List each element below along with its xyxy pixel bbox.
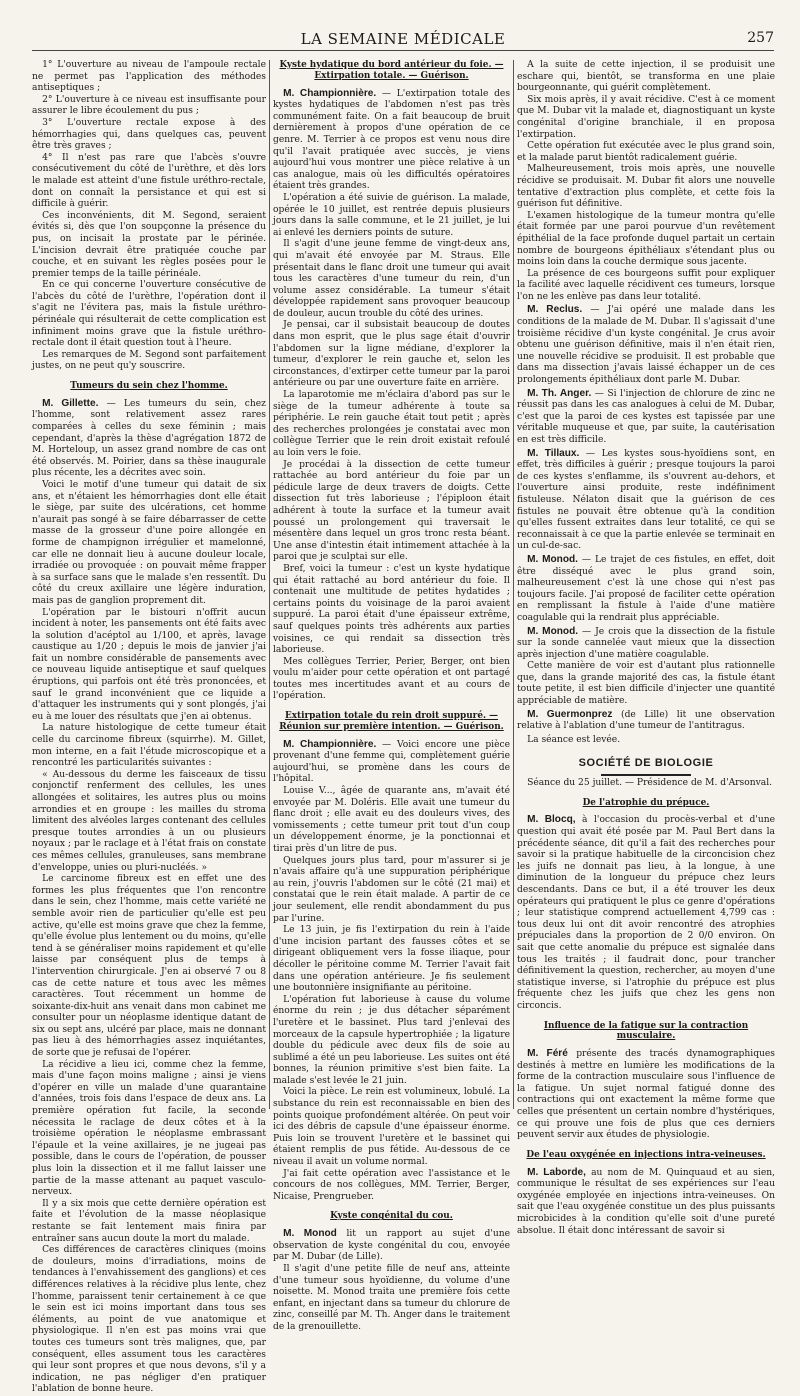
speaker-paragraph [517,304,775,386]
paragraph: Mes collègues Terrier, Perier, Berger, ont bien voulu m'aider pour cette opération et ont partagé toutes mes incertitudes avant et au cours de l'opération. [273,656,510,702]
paragraph-text: — Le trajet de ces fistules, en effet, doit être disséqué avec le plus grand soin, malheureusement c'est là une chose qui n'est pas toujours facile. J'ai proposé de faciliter cette opération en remplissant la fistule à l'aide d'une matière coagulable qui la rendrait plus appréciable. [517,554,775,623]
speaker-name: M. Th. Anger. [527,387,592,399]
paragraph: L'opération a été suivie de guérison. La malade, opérée le 10 juillet, est rentrée depuis plusieurs jours dans la salle commune, et le 21 juillet, je lui ai enlevé les derniers points de suture. [273,192,510,238]
column-3 [517,60,775,1236]
speaker-paragraph [517,814,775,1012]
paragraph: Le carcinome fibreux est en effet une des formes les plus fréquentes que l'on rencontre dans le sein, chez l'homme, mais cette variété ne semble avoir rien de particulier qu'elle est peu active, qu'elle est moins grave que chez la femme, qu'elle évolue plus lentement ou du moins, qu'elle tend à se généraliser moins rapidement et qu'elle laisse par conséquent plus de temps à l'intervention chirurgicale. J'en ai observé 7 ou 8 cas de cette nature et tous avec les mêmes caractères. Tout récemment un homme de soixante-dix-huit ans venait dans mon cabinet me consulter pour un néoplasme identique datant de six ou sept ans, ulcéré par place, mais ne donnant pas lieu à des hémorrhagies assez inquiétantes, de sorte que je refusai de l'opérer. [32,874,266,1059]
speaker-paragraph [273,739,510,786]
paragraph-text: — Je crois que la dissection de la fistule sur la sonde cannelée vaut mieux que la dissection après injection d'une matière coagulable. [517,626,775,660]
speaker-name: M. Monod [283,1228,337,1240]
speaker-paragraph [517,388,775,447]
section-title: De l'atrophie du prépuce. [582,797,710,808]
paragraph: A la suite de cette injection, il se produisit une eschare qui, bientôt, se transforma en une plaie bourgeonnante, qui guérit complètement. [517,60,775,94]
meeting-line: Séance du 25 juillet. — Présidence de M. d'Arsonval. [527,778,773,789]
speaker-paragraph [517,709,775,733]
paragraph: Louise V..., âgée de quarante ans, m'avait été envoyée par M. Doléris. Elle avait une tumeur du flanc droit ; elle avait eu des douleurs vives, des vomissements ; cette tumeur prit tout d'un coup un développement énorme, je la ponctionnai et tirai près d'un litre de pus. [273,786,510,854]
paragraph: Cette opération fut exécutée avec le plus grand soin, et la malade parut bientôt radicalement guérie. [517,141,775,163]
section-title: Extirpation totale du rein droit suppuré. — Réunion sur première intention. — Guérison. [279,711,504,732]
column-1 [32,60,266,1395]
section-title: Kyste congénital du cou. [330,1211,453,1222]
paragraph: Ces inconvénients, dit M. Segond, seraient évités si, dès que l'on soupçonne la présence du pus, on incisait la prostate par le périnée. L'incision devrait être pratiquée couche par couche, et en suivant les règles posées pour le premier temps de la taille périnéale. [32,210,266,279]
paragraph: La nature histologique de cette tumeur était celle du carcinome fibreux (squirrhe). M. Gillet, mon interne, en a fait l'étude microscopique et a rencontré les particularités suivantes : [32,723,266,769]
speaker-name: M. Championnière. [283,87,377,99]
paragraph: Il y a six mois que cette dernière opération est faite et l'évolution de la masse néoplasique restante se fait lentement mais finira par entraîner sans aucun doute la mort du malade. [32,1198,266,1244]
section-heading [517,1021,775,1043]
section-heading [273,1211,510,1222]
paragraph: L'opération par le bistouri n'offrit aucun incident à noter, les pansements ont été faits avec la solution d'acéptol au 1/100, et après, lavage caustique au 1/20 ; depuis le mois de janvier j'ai fait un nombre considérable de pansements avec ce nouveau liquide antiseptique et sauf quelques éruptions, qui parfois ont été très prononcées, et sauf le grand inconvénient que ce liquide a d'attaquer les instruments qui y sont plongés, j'ai eu à me louer des résultats que j'en ai obtenus. [32,607,266,722]
paragraph: Malheureusement, trois mois après, une nouvelle récidive se produisait. M. Dubar fit alors une nouvelle tentative d'extraction plus complète, et cette fois la guérison fut définitive. [517,164,775,210]
journal-title: LA SEMAINE MÉDICALE [300,30,506,48]
paragraph-text: au nom de M. Quinquaud et au sien, communique le résultat de ses expériences sur l'eau oxygénée employée en injections intra-veineuses. On sait que l'eau oxygénée constitue un des plus puissants microbicides à la condition qu'elle soit d'une pureté absolue. Il était donc intéressant de savoir si [517,1167,775,1236]
section-heading [32,381,266,392]
section-title: Influence de la fatigue sur la contraction musculaire. [543,1020,749,1042]
column-rule [513,60,514,1109]
speaker-name: M. Tillaux. [527,447,580,459]
speaker-paragraph [517,626,775,662]
paragraph-text: — L'extirpation totale des kystes hydatiques de l'abdomen n'est pas très communément faite. On a fait beaucoup de bruit dernièrement à propos d'une opération de ce genre. M. Terrier à ce propos est venu nous dire qu'il l'avait pratiquée avec succès, je viens aujourd'hui vous montrer une pièce relative à un cas analogue, mais où les difficultés opératoires étaient très grandes. [273,88,510,192]
speaker-name: M. Gillette. [42,397,99,409]
section-heading [517,798,775,809]
speaker-name: M. Monod. [527,625,579,637]
paragraph: Je procédai à la dissection de cette tumeur rattachée au bord antérieur du foie par un pédicule large de deux travers de doigts. Cette dissection fut très laborieuse ; l'épiploon était adhérent à toute la surface et la tumeur avait poussé un prolongement qui traversait le mésentère dans lequel un gros tronc resta béant. Une anse d'intestin était intimement attachée à la paroi que je sculptai sur elle. [273,459,510,563]
paragraph-text: — Les kystes sous-hyoïdiens sont, en effet, très difficiles à guérir ; presque toujours la paroi de ces kystes s'enflamme, ils s'ouvrent au-dehors, et l'ouverture ainsi produite, reste indéfiniment fistuleuse. Nélaton disait que la guérison de ces fistules ne pouvait être obtenue qu'à la condition qu'elles fussent extraites dans leur totalité, ce qui se reconnaissait à ce que la partie enlevée se terminait en un cul-de-sac. [517,448,775,552]
speaker-name: M. Monod. [527,553,578,565]
paragraph: Les remarques de M. Segond sont parfaitement justes, on ne peut qu'y souscrire. [32,349,266,372]
paragraph: « Au-dessous du derme les faisceaux de tissu conjonctif renferment des cellules, les unes allongées et solitaires, les autres plus ou moins arrondies et en groupe : les mailles du stroma limitent des alvéoles larges contenant des cellules presque toutes arrondies à un ou plusieurs noyaux ; par le raclage et à l'état frais on constate ces mêmes cellules, granuleuses, sans membrane d'enveloppe, unies ou pluri-nucléés. » [32,769,266,873]
paragraph-text: lit un rapport au sujet d'une observation de kyste congénital du cou, envoyée par M. Dubar (de Lille). [273,1229,510,1263]
paragraph: Ces différences de caractères cliniques (moins de douleurs, moins d'irradiations, moins de tendances à l'envahissement des ganglions) et ces différences relatives à la récidive plus lente, chez l'homme, paraissent tenir certainement à ce que le sein est ici moins important dans tous ses éléments, au point de vue anatomique et physiologique. Il n'en est pas moins vrai que toutes ces tumeurs sont très malignes, que, par conséquent, elles assument tous les caractères qui leur sont propres et que nous devons, s'il y a indication, ne pas négliger d'en pratiquer l'ablation de bonne heure. [32,1245,266,1395]
section-heading [273,60,510,82]
speaker-name: M. Guermonprez [527,708,613,720]
page-number: 257 [747,30,774,46]
paragraph: Voici le motif d'une tumeur qui datait de six ans, et n'étaient les hémorrhagies dont elle était le siège, par suite des ulcérations, cet homme n'aurait pas songé à se faire débarrasser de cette masse de la grosseur d'une poire allongée en forme de champignon irrégulier et mamelonné, car elle ne donnait lieu à aucune douleur locale, irradiée ou provoquée : on pouvait même frapper à sa surface sans que le malade s'en ressentît. Du côté du creux axillaire une légère induration, mais pas de ganglion proprement dit. [32,479,266,606]
paragraph: Il s'agit d'une jeune femme de vingt-deux ans, qui m'avait été envoyée par M. Straus. Elle présentait dans le flanc droit une tumeur qui avait tous les caractères d'une tumeur du rein, d'un volume assez considérable. La tumeur s'était développée rapidement sans provoquer beaucoup de douleur, aucun trouble du côté des urines. [273,239,510,319]
paragraph-text: — Les tumeurs du sein, chez l'homme, sont relativement assez rares comparées à celles du sexe féminin ; mais cependant, d'après la thèse d'agrégation 1872 de M. Horteloup, un assez grand nombre de cas ont été observés. M. Poirier, dans sa thèse inaugurale plus récente, les a décrites avec soin. [32,398,266,479]
paragraph: 2° L'ouverture à ce niveau est insuffisante pour assurer le libre écoulement du pus ; [32,94,266,117]
paragraph: 3° L'ouverture rectale expose à des hémorrhagies qui, dans quelques cas, peuvent être très graves ; [32,117,266,152]
speaker-paragraph [517,1167,775,1238]
paragraph-text: présente des tracés dynamographiques destinés à mettre en lumière les modifications de la forme de la contraction musculaire sous l'influence de la fatigue. Un sujet normal fatigué donne des contractions qui ont exactement la même forme que celles que présentent un certain nombre d'hystériques, ce qui prouve une fois de plus que ces derniers peuvent servir aux études de physiologie. [517,1049,775,1141]
paragraph-text: — Si l'injection de chlorure de zinc ne réussit pas dans les cas analogues à celui de M. Dubar, c'est que la paroi de ces kystes est tapissée par une véritable muqueuse et que, par suite, la cautérisation en est très difficile. [517,388,775,445]
paragraph-text: — Voici encore une pièce provenant d'une femme qui, complètement guérie aujourd'hui, se promène dans les cours de l'hôpital. [273,739,510,785]
section-heading [517,1150,775,1161]
paragraph-text: à l'occasion du procès-verbal et d'une question qui avait été posée par M. Paul Bert dans la précédente séance, dit qu'il a fait des recherches pour savoir si la pratique habituelle de la circoncision chez les juifs ne donnait pas lieu, à la longue, à une diminution de la longueur du prépuce chez leurs descendants. Dans ce but, il a été trouver les deux opérateurs qui pratiquent le plus ce genre d'opérations ; leur statistique comprend actuellement 4,799 cas : tous deux lui ont dit avoir rencontré des atrophies prépuciales dans la proportion de 2 0/0 environ. On sait que cette anomalie du prépuce est signalée dans tous les traités ; il faudrait donc, pour trancher définitivement la question, rechercher, au moyen d'une statistique inverse, si l'atrophie du prépuce est plus fréquente chez les juifs que chez les gens non circoncis. [517,815,775,1011]
speaker-paragraph [32,398,266,480]
paragraph: L'examen histologique de la tumeur montra qu'elle était formée par une paroi pourvue d'un revêtement épithélial de la face profonde duquel partait un certain nombre de bourgeons épithéliaux s'étendant plus ou moins loin dans la couche dermique sous jacente. [517,210,775,268]
section-title: Kyste hydatique du bord antérieur du foie. — Extirpation totale. — Guérison. [279,60,504,81]
speaker-name: M. Laborde, [527,1166,586,1178]
paragraph: Cette manière de voir est d'autant plus rationnelle que, dans la grande majorité des cas, la fistule étant toute petite, il est bien difficile d'injecter une quantité appréciable de matière. [517,661,775,707]
paragraph-text: — J'ai opéré une malade dans les conditions de la malade de M. Dubar. Il s'agissait d'une troisième récidive d'un kyste congénital. Je crus avoir obtenu une guérison définitive, mais il n'en était rien, une nouvelle récidive se produisit. Il est probable que dans ma dissection j'avais laissé échapper un de ces prolongements épithéliaux dont parle M. Dubar. [517,305,775,386]
paragraph: En ce qui concerne l'ouverture consécutive de l'abcès du côté de l'urèthre, l'opération dont il s'agit ne l'évitera pas, mais la fistule uréthro-périnéale qui résulterait de cette complication est infiniment moins grave que la fistule uréthro-rectale dont il était question tout à l'heure. [32,280,266,349]
section-title: Tumeurs du sein chez l'homme. [70,381,228,392]
society-heading: SOCIÉTÉ DE BIOLOGIE [578,757,714,770]
paragraph: Il s'agit d'une petite fille de neuf ans, atteinte d'une tumeur sous hyoïdienne, du volume d'une noisette. M. Monod traita une première fois cette enfant, en injectant dans sa tumeur du chlorure de zinc, conseillé par M. Th. Anger dans le traitement de la grenouillette. [273,1263,510,1332]
running-head [32,28,774,51]
paragraph: Six mois après, il y avait récidive. C'est à ce moment que M. Dubar vit la malade et, diagnostiquant un kyste congénital d'origine branchiale, il en proposa l'extirpation. [517,94,775,140]
divider [601,774,691,776]
column-rule [269,60,270,1109]
speaker-paragraph [517,448,775,553]
speaker-name: M. Championnière. [283,738,377,750]
speaker-paragraph [273,88,510,193]
column-2 [273,60,510,1332]
paragraph: Bref, voici la tumeur : c'est un kyste hydatique qui était rattaché au bord antérieur du foie. Il contenait une multitude de petites hydatides ; certains points du voisinage de la paroi avaient suppuré. La paroi était d'une épaisseur extrême, sauf quelques points très adhérents aux parties voisines, ce qui rendait sa dissection très laborieuse. [273,563,510,656]
speaker-paragraph [517,554,775,625]
paragraph: Quelques jours plus tard, pour m'assurer si je n'avais affaire qu'à une suppuration périphérique au rein, j'ouvris l'abdomen sur le côté (21 mai) et constatai que le rein était malade. A partir de ce jour seulement, elle rendit abondamment du pus par l'urine. [273,855,510,924]
paragraph: La présence de ces bourgeons suffit pour expliquer la facilité avec laquelle récidivent ces tumeurs, lorsque l'on ne les enlève pas dans leur totalité. [517,268,775,302]
section-heading [273,711,510,733]
paragraph: La récidive a lieu ici, comme chez la femme, mais d'une façon moins maligne ; ainsi je viens d'opérer en ville un malade d'une quarantaine d'années, trois fois dans l'espace de deux ans. La première opération fut facile, la seconde nécessita le raclage de deux côtes et à la troisième opération le néoplasme embrassant l'épaule et la veine axillaires, je ne jugeai pas possible, dans le cours de l'opération, de pousser plus loin la dissection et il me fallut laisser une partie de la masse attenant au paquet vasculo-nerveux. [32,1059,266,1198]
paragraph: Le 13 juin, je fis l'extirpation du rein à l'aide d'une incision partant des fausses côtes et se dirigeant obliquement vers la fosse iliaque, pour décoller le péritoine comme M. Terrier l'avait fait dans une opération antérieure. Je fis seulement une boutonnière insignifiante au péritoine. [273,925,510,994]
paragraph-text: (de Lille) lit une observation relative à l'ablation d'une tumeur de l'antitragus. [517,709,775,732]
paragraph: J'ai fait cette opération avec l'assistance et le concours de nos collègues, MM. Terrier, Berger, Nicaise, Prengrueber. [273,1168,510,1202]
speaker-name: M. Blocq, [527,814,576,826]
paragraph: Voici la pièce. Le rein est volumineux, lobulé. La substance du rein est reconnaissable en bien des points quoique profondément altérée. On peut voir ici des débris de capsule d'une épaisseur énorme. Puis loin se trouvent l'uretère et le bassinet qui étaient remplis de pus fétide. Au-dessous de ce niveau il avait un volume normal. [273,1087,510,1168]
speaker-name: M. Féré [527,1048,568,1060]
speaker-paragraph [517,1048,775,1142]
paragraph: La laparotomie me m'éclaira d'abord pas sur le siège de la tumeur adhérente à toute sa périphérie. Le rein gauche était tout petit ; après des recherches prolongées je constatai avec mon collègue Terrier que le rein droit existait refoulé au loin vers le foie. [273,390,510,458]
paragraph: 4° Il n'est pas rare que l'abcès s'ouvre consécutivement du côté de l'urèthre, et dès lors le malade est atteint d'une fistule uréthro-rectale, dont on connaît la persistance et qui est si difficile à guérir. [32,152,266,210]
speaker-name: M. Reclus. [527,304,583,316]
section-title: De l'eau oxygénée en injections intra-veineuses. [526,1149,766,1160]
speaker-paragraph [273,1228,510,1264]
paragraph: Je pensai, car il subsistait beaucoup de doutes dans mon esprit, que le plus sage était d'ouvrir l'abdomen sur la ligne médiane, d'explorer la tumeur, d'explorer le rein gauche et, selon les circonstances, d'extirper cette tumeur par la paroi antérieure ou par une ouverture faite en arrière. [273,320,510,389]
paragraph: L'opération fut laborieuse à cause du volume énorme du rein ; je dus détacher séparément l'uretère et le bassinet. Plus tard j'enlevai des morceaux de la capsule hypertrophiée ; la ligature double du pédicule avec deux fils de soie au sublimé a été un peu laborieuse. Les suites ont été bonnes, la réunion primitive s'est bien faite. La malade s'est levée le 21 juin. [273,994,510,1086]
paragraph: 1° L'ouverture au niveau de l'ampoule rectale ne permet pas l'application des méthodes antiseptiques ; [32,60,266,94]
closing-line: La séance est levée. [527,734,621,745]
